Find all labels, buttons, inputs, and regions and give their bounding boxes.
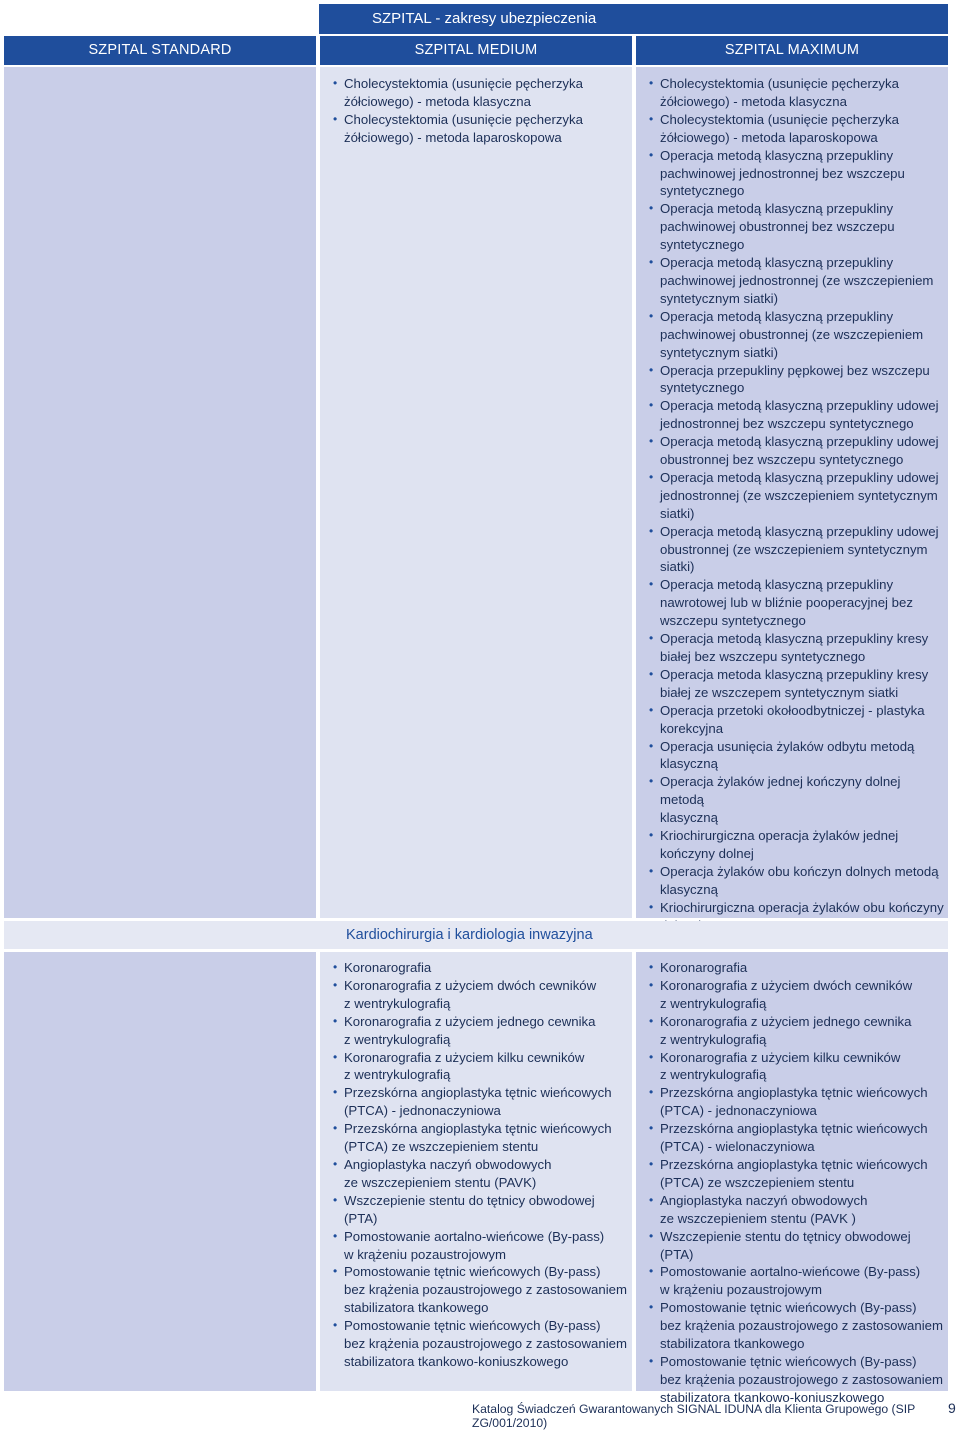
list-item: • Pomostowanie tętnic wieńcowych (By-pass) bez krążenia pozaustrojowego z zastosowaniem stabilizatora tkankowo-koniuszkowego <box>649 1353 945 1407</box>
list-item: • Cholecystektomia (usunięcie pęcherzyka żółciowego) - metoda klasyczna <box>649 75 945 111</box>
list-item: • Pomostowanie aortalno-wieńcowe (By-pass) w krążeniu pozaustrojowym <box>649 1263 945 1299</box>
list-item: • Koronarografia z użyciem kilku cewników z wentrykulografią <box>649 1049 945 1085</box>
list-item: • Angioplastyka naczyń obwodowych ze wszczepieniem stentu (PAVK ) <box>649 1192 945 1228</box>
section1-maximum-list <box>649 75 945 935</box>
list-item: • Pomostowanie tętnic wieńcowych (By-pass) bez krążenia pozaustrojowego z zastosowaniem stabilizatora tkankowo-koniuszkowego <box>333 1317 629 1371</box>
list-item: • Cholecystektomia (usunięcie pęcherzyka żółciowego) - metoda klasyczna <box>333 75 629 111</box>
list-item: • Cholecystektomia (usunięcie pęcherzyka żółciowego) - metoda laparoskopowa <box>649 111 945 147</box>
list-item: • Koronarografia <box>333 959 629 977</box>
list-item: • Pomostowanie aortalno-wieńcowe (By-pass) w krążeniu pozaustrojowym <box>333 1228 629 1264</box>
list-item: • Operacja metodą klasyczną przepukliny pachwinowej jednostronnej (ze wszczepieniem syntetycznym siatki) <box>649 254 945 308</box>
section1-standard-cell <box>4 67 316 918</box>
list-item: • Przezskórna angioplastyka tętnic wieńcowych (PTCA) ze wszczepieniem stentu <box>649 1156 945 1192</box>
footer-text: Katalog Świadczeń Gwarantowanych SIGNAL IDUNA dla Klienta Grupowego (SIP ZG/001/2010) <box>472 1402 916 1430</box>
list-item: • Przezskórna angioplastyka tętnic wieńcowych (PTCA) - jednonaczyniowa <box>333 1084 629 1120</box>
list-item: • Operacja metodą klasyczną przepukliny pachwinowej jednostronnej bez wszczepu syntetycznego <box>649 147 945 201</box>
list-item: • Koronarografia z użyciem dwóch cewników z wentrykulografią <box>333 977 629 1013</box>
list-item: • Operacja metoda klasyczną przepukliny kresy białej ze wszczepem syntetycznym siatki <box>649 666 945 702</box>
list-item: • Cholecystektomia (usunięcie pęcherzyka żółciowego) - metoda laparoskopowa <box>333 111 629 147</box>
list-item: • Operacja metodą klasyczną przepukliny pachwinowej obustronnej bez wszczepu syntetycznego <box>649 200 945 254</box>
list-item: • Operacja przepukliny pępkowej bez wszczepu syntetycznego <box>649 362 945 398</box>
section2-standard-cell <box>4 952 316 1391</box>
list-item: • Koronarografia z użyciem kilku cewników z wentrykulografią <box>333 1049 629 1085</box>
column-header-medium: SZPITAL MEDIUM <box>320 36 632 65</box>
list-item: • Pomostowanie tętnic wieńcowych (By-pass) bez krążenia pozaustrojowego z zastosowaniem stabilizatora tkankowego <box>333 1263 629 1317</box>
page-number: 9 <box>948 1400 956 1416</box>
list-item: • Kriochirurgiczna operacja żylaków jednej kończyny dolnej <box>649 827 945 863</box>
list-item: • Operacja metodą klasyczną przepukliny udowej jednostronnej bez wszczepu syntetycznego <box>649 397 945 433</box>
section1-medium-list <box>333 75 629 147</box>
list-item: • Przezskórna angioplastyka tętnic wieńcowych (PTCA) - wielonaczyniowa <box>649 1120 945 1156</box>
list-item: • Operacja przetoki okołoodbytniczej - plastyka korekcyjna <box>649 702 945 738</box>
list-item: • Wszczepienie stentu do tętnicy obwodowej (PTA) <box>649 1228 945 1264</box>
list-item: • Koronarografia <box>649 959 945 977</box>
list-item: • Operacja żylaków obu kończyn dolnych metodą klasyczną <box>649 863 945 899</box>
list-item: • Operacja metodą klasyczną przepukliny udowej jednostronnej (ze wszczepieniem syntetycznym siatki) <box>649 469 945 523</box>
list-item: • Koronarografia z użyciem dwóch cewników z wentrykulografią <box>649 977 945 1013</box>
section1-medium-cell <box>320 67 632 918</box>
list-item: • Angioplastyka naczyń obwodowych ze wszczepieniem stentu (PAVK) <box>333 1156 629 1192</box>
list-item: • Pomostowanie tętnic wieńcowych (By-pass) bez krążenia pozaustrojowego z zastosowaniem stabilizatora tkankowego <box>649 1299 945 1353</box>
page-title: SZPITAL - zakresy ubezpieczenia <box>319 4 948 34</box>
section-title: Kardiochirurgia i kardiologia inwazyjna <box>346 927 593 943</box>
column-header-standard: SZPITAL STANDARD <box>4 36 316 65</box>
list-item: • Koronarografia z użyciem jednego cewnika z wentrykulografią <box>333 1013 629 1049</box>
list-item: • Operacja metodą klasyczną przepukliny nawrotowej lub w bliźnie pooperacyjnej bez wszczepu syntetycznego <box>649 576 945 630</box>
list-item: • Koronarografia z użyciem jednego cewnika z wentrykulografią <box>649 1013 945 1049</box>
list-item: • Kriochirurgiczna operacja żylaków obu kończyny <box>649 899 945 935</box>
list-item: • Przezskórna angioplastyka tętnic wieńcowych (PTCA) ze wszczepieniem stentu <box>333 1120 629 1156</box>
section2-maximum-list <box>649 959 945 1407</box>
list-item: • Wszczepienie stentu do tętnicy obwodowej (PTA) <box>333 1192 629 1228</box>
list-item: • Operacja metodą klasyczną przepukliny kresy białej bez wszczepu syntetycznego <box>649 630 945 666</box>
section2-medium-list <box>333 959 629 1371</box>
column-header-maximum: SZPITAL MAXIMUM <box>636 36 948 65</box>
list-item: • Przezskórna angioplastyka tętnic wieńcowych (PTCA) - jednonaczyniowa <box>649 1084 945 1120</box>
list-item: • Operacja metodą klasyczną przepukliny udowej obustronnej (ze wszczepieniem syntetycznym siatki) <box>649 523 945 577</box>
list-item: • Operacja usunięcia żylaków odbytu metodą klasyczną <box>649 738 945 774</box>
list-item: • Operacja metodą klasyczną przepukliny udowej obustronnej bez wszczepu syntetycznego <box>649 433 945 469</box>
list-item: • Operacja żylaków jednej kończyny dolnej metodą klasyczną <box>649 773 945 827</box>
list-item: • Operacja metodą klasyczną przepukliny pachwinowej obustronnej (ze wszczepieniem syntetycznym siatki) <box>649 308 945 362</box>
